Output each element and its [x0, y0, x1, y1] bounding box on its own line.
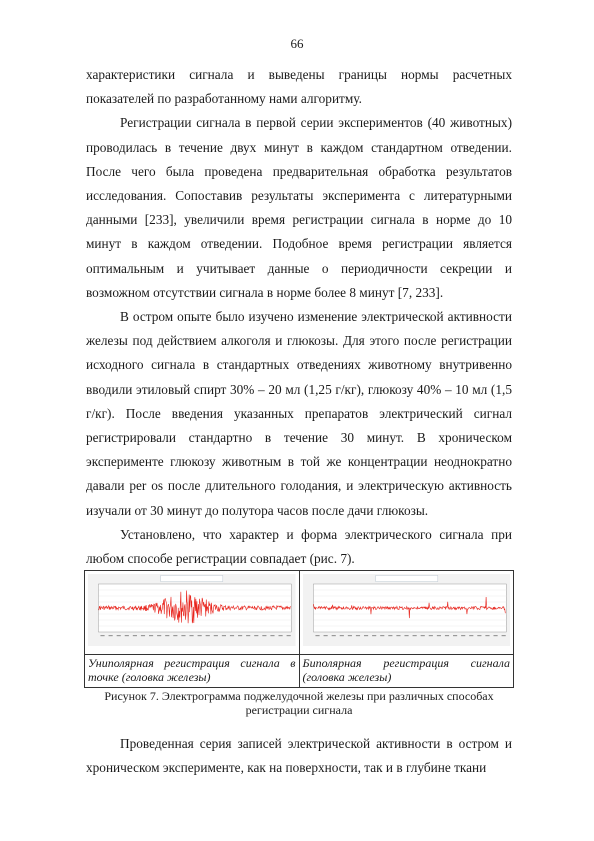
- tick-mark: [436, 635, 440, 636]
- tick-mark: [323, 635, 327, 636]
- tick-mark: [355, 635, 359, 636]
- tick-mark: [444, 635, 448, 636]
- tick-mark: [214, 635, 218, 636]
- tick-mark: [501, 635, 505, 636]
- tick-mark: [485, 635, 489, 636]
- bipolar-electrogram-plot: [303, 574, 511, 646]
- page-number: 66: [290, 36, 304, 51]
- tick-mark: [428, 635, 432, 636]
- tick-mark: [198, 635, 202, 636]
- tick-mark: [278, 635, 282, 636]
- tick-mark: [254, 635, 258, 636]
- plot-header-box: [161, 576, 223, 582]
- tick-mark: [246, 635, 250, 636]
- tick-mark: [230, 635, 234, 636]
- paragraph-5: Проведенная серия записей электрической активности в остром и хроническом эксперименте, как на поверхности, так и в глубине ткани: [86, 736, 512, 776]
- tick-mark: [404, 635, 408, 636]
- tick-mark: [347, 635, 351, 636]
- figure-caption: Рисунок 7. Электрограмма поджелудочной железы при различных способах регистрации сигнала: [104, 689, 494, 717]
- unipolar-electrogram-plot: [88, 574, 296, 646]
- tick-mark: [287, 635, 291, 636]
- paragraph-1: характеристики сигнала и выведены границы нормы расчетных показателей по разработанному нами алгоритму.: [86, 67, 512, 107]
- left-subcaption: Униполярная регистрация сигнала в точке (головка железы): [85, 655, 300, 688]
- tick-mark: [453, 635, 457, 636]
- tick-mark: [461, 635, 465, 636]
- tick-mark: [388, 635, 392, 636]
- tick-mark: [238, 635, 242, 636]
- tick-mark: [181, 635, 185, 636]
- tick-mark: [100, 635, 104, 636]
- tick-mark: [477, 635, 481, 636]
- tick-mark: [189, 635, 193, 636]
- tick-mark: [109, 635, 113, 636]
- tick-mark: [206, 635, 210, 636]
- body-text-bottom: [86, 732, 512, 780]
- tick-mark: [372, 635, 376, 636]
- tick-mark: [315, 635, 319, 636]
- tick-mark: [173, 635, 177, 636]
- tick-mark: [380, 635, 384, 636]
- figure-7-table: [84, 570, 514, 688]
- tick-mark: [133, 635, 137, 636]
- tick-mark: [117, 635, 121, 636]
- left-plot-cell: [85, 571, 300, 655]
- tick-mark: [262, 635, 266, 636]
- paragraph-2: Регистрации сигнала в первой серии экспериментов (40 животных) проводилась в течение двух минут в каждом стандартном отведении. После чего была проведена предварительная обработка результатов исследования. Сопоставив результаты эксперимента с литературными данными [233], увеличили время регистрации сигнала в норме до 10 минут в каждом отведении. Подобное время регистрации является оптимальным и учитывает данные о периодичности секреции и возможном отсутствии сигнала в норме более 8 минут [7, 233].: [86, 115, 512, 300]
- tick-mark: [364, 635, 368, 636]
- tick-mark: [125, 635, 129, 636]
- right-plot-cell: [299, 571, 514, 655]
- tick-mark: [396, 635, 400, 636]
- tick-mark: [141, 635, 145, 636]
- plot-header-box: [375, 576, 437, 582]
- tick-mark: [157, 635, 161, 636]
- tick-mark: [270, 635, 274, 636]
- tick-mark: [469, 635, 473, 636]
- tick-mark: [412, 635, 416, 636]
- tick-mark: [149, 635, 153, 636]
- right-subcaption: Биполярная регистрация сигнала (головка железы): [299, 655, 514, 688]
- body-text: [86, 63, 512, 571]
- paragraph-3: В остром опыте было изучено изменение электрической активности железы под действием алкоголя и глюкозы. Для этого после регистрации исходного сигнала в стандартных отведениях животному внутривенно вводили этиловый спирт 30% – 20 мл (1,25 г/кг), глюкозу 40% – 10 мл (1,5 г/кг). После введения указанных препаратов электрический сигнал регистрировали стандартно в течение 30 минут. В хроническом эксперименте глюкозу животным в той же концентрации неоднократно давали per os после длительного голодания, и электрическую активность изучали от 30 минут до полутора часов после дачи глюкозы.: [86, 309, 512, 518]
- tick-mark: [331, 635, 335, 636]
- tick-mark: [339, 635, 343, 636]
- tick-mark: [165, 635, 169, 636]
- tick-mark: [420, 635, 424, 636]
- tick-mark: [222, 635, 226, 636]
- tick-mark: [493, 635, 497, 636]
- paragraph-4: Установлено, что характер и форма электрического сигнала при любом способе регистрации совпадает (рис. 7).: [86, 526, 512, 567]
